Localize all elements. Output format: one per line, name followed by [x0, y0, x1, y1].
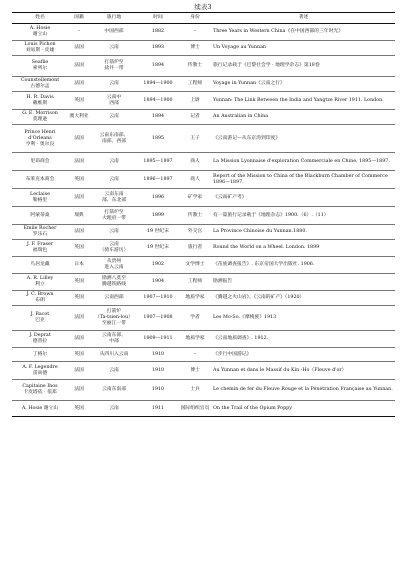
- cell-works: Un Voyage au Yunnan: [212, 41, 395, 56]
- table-row: [12, 240, 395, 257]
- cell-time: 19 世纪末: [138, 240, 178, 257]
- name-line: Louis Pichon: [24, 42, 56, 47]
- cell-time: 19 世纪末: [138, 225, 178, 240]
- cell-name: [12, 362, 68, 380]
- table-row: [12, 257, 395, 274]
- cell-nationality: 英国: [68, 171, 90, 189]
- table-row: [12, 225, 395, 240]
- cell-works: 《苗族调查报告》. 东京帝国大学出版社. 1906.: [212, 257, 395, 274]
- cell-identity: 传教士: [178, 207, 212, 225]
- area-line: 西部: [109, 100, 119, 106]
- cell-name: [12, 125, 68, 153]
- cell-works: Les Mo-So.《摩梭族》1913: [212, 306, 395, 331]
- table-row: [12, 41, 395, 56]
- cell-nationality: 法国: [68, 153, 90, 171]
- cell-name: [12, 306, 68, 331]
- cell-time: 1896—1897: [138, 171, 178, 189]
- cell-name: [12, 274, 68, 291]
- area-line: 云南: [109, 242, 119, 247]
- table-row: [12, 56, 395, 77]
- area-line: 打箭炉至: [104, 209, 124, 215]
- table-row: [12, 110, 395, 125]
- cell-works: 《步行中国游记》: [212, 348, 395, 362]
- table-caption: 续表3: [194, 3, 212, 11]
- column-header-time: 时间: [138, 13, 178, 24]
- name-line: 巴克: [35, 318, 45, 323]
- cell-name: [12, 331, 68, 348]
- area-line: （Ta-tsien-lou）: [95, 315, 133, 320]
- name-line: Capitaine Ihos: [22, 384, 58, 389]
- cell-identity: 地质学家: [178, 291, 212, 306]
- table-row: [12, 401, 395, 417]
- cell-works: Au Yunnan et dans le Massif du Kin -Ho（Fleuve d'or）: [212, 362, 395, 380]
- name-line: 阿蒙蒂桑: [30, 212, 50, 218]
- cell-works: Voyage in Yunnan《云南之行》: [212, 77, 395, 92]
- cell-identity: 博士: [178, 41, 212, 56]
- cell-time: 1894—1900: [138, 92, 178, 110]
- column-header-nationality: 国籍: [68, 13, 90, 24]
- name-line: 莫理逊: [32, 117, 48, 122]
- column-header-identity: 身份: [178, 13, 212, 24]
- cell-name: [12, 92, 68, 110]
- cell-name: [12, 110, 68, 125]
- cell-nationality: 法国: [68, 56, 90, 77]
- cell-time: 1894—1900: [138, 77, 178, 92]
- cell-name: [12, 240, 68, 257]
- cell-nationality: 英国: [68, 92, 90, 110]
- name-line: 勒格里: [32, 197, 48, 203]
- cell-time: 1894: [138, 56, 178, 77]
- cell-identity: 上尉: [178, 92, 212, 110]
- name-line: J. C. Brown: [26, 292, 54, 297]
- table-row: [12, 274, 395, 291]
- area-line: （骑车游历）: [99, 248, 129, 253]
- table-row: [12, 380, 395, 401]
- name-line: 刘易斯 · 皮雄: [25, 48, 55, 53]
- area-line: 中国西部: [104, 29, 124, 34]
- explorers-table: [12, 12, 395, 417]
- area-line: 中部: [109, 339, 119, 344]
- cell-nationality: 澳大利亚: [68, 110, 90, 125]
- area-line: 腾越铁路线: [102, 282, 126, 287]
- name-line: Leclaise: [30, 191, 50, 197]
- table-row: [12, 189, 395, 207]
- table-row: [12, 306, 395, 331]
- cell-time: 1896: [138, 189, 178, 207]
- cell-works: La Province Chinoise du Yunnan.1880.: [212, 225, 395, 240]
- area-line: 云南: [109, 176, 119, 182]
- table-row: [12, 24, 395, 41]
- table-row: [12, 92, 395, 110]
- name-line: 谢立山: [32, 32, 48, 37]
- name-line: G. E. Morrison: [22, 111, 58, 116]
- cell-identity: 商人: [178, 153, 212, 171]
- cell-identity: 地质学家: [178, 331, 212, 348]
- cell-area: [90, 257, 138, 274]
- name-line: 里昂商会: [30, 158, 50, 164]
- area-line: 部、东北部: [102, 197, 126, 203]
- cell-works: 《云南地质调查》. 1912.: [212, 331, 395, 348]
- cell-name: [12, 380, 68, 401]
- cell-works: 勘测报告: [212, 274, 395, 291]
- table-row: [12, 171, 395, 189]
- table-body: [12, 24, 395, 417]
- cell-area: [90, 401, 138, 417]
- cell-area: [90, 240, 138, 257]
- area-line: 云南: [109, 114, 119, 119]
- cell-area: [90, 77, 138, 92]
- cell-area: [90, 348, 138, 362]
- cell-nationality: 法国: [68, 77, 90, 92]
- table-row: [12, 291, 395, 306]
- area-line: 南部、西部: [102, 138, 126, 144]
- name-line: 亨利 · 奥尔良: [25, 141, 55, 147]
- cell-nationality: 瑞典: [68, 207, 90, 225]
- cell-works: 《云南矿产考》: [212, 189, 395, 207]
- cell-nationality: 法国: [68, 41, 90, 56]
- area-line: 盐井一带: [104, 66, 124, 71]
- cell-area: [90, 153, 138, 171]
- cell-nationality: 法国: [68, 380, 90, 401]
- cell-area: [90, 125, 138, 153]
- cell-name: [12, 257, 68, 274]
- cell-area: [90, 41, 138, 56]
- cell-area: [90, 56, 138, 77]
- name-line: 雷尚德: [32, 370, 48, 376]
- cell-name: [12, 77, 68, 92]
- cell-nationality: 法国: [68, 225, 90, 240]
- cell-works: La Mission Lyonnaise d'exploration Commerciale en Chine, 1895—1897.: [212, 153, 395, 171]
- cell-identity: –: [178, 24, 212, 41]
- cell-area: [90, 291, 138, 306]
- area-line: 云南: [109, 158, 119, 164]
- name-line: H. R. Davis: [26, 94, 54, 100]
- cell-identity: 矿学家: [178, 189, 212, 207]
- cell-area: [90, 274, 138, 291]
- cell-identity: 士兵: [178, 380, 212, 401]
- cell-nationality: 法国: [68, 189, 90, 207]
- cell-time: 1910: [138, 380, 178, 401]
- cell-name: [12, 24, 68, 41]
- cell-identity: 记者: [178, 110, 212, 125]
- cell-name: [12, 171, 68, 189]
- cell-identity: 工程师: [178, 77, 212, 92]
- cell-nationality: 英国: [68, 291, 90, 306]
- table-row: [12, 362, 395, 380]
- cell-area: [90, 362, 138, 380]
- cell-works: Report of the Mission to China of the Blackburn Chamber of Commerce 1896—1897.: [212, 171, 395, 189]
- cell-nationality: –: [68, 24, 90, 41]
- cell-nationality: 英国: [68, 401, 90, 417]
- column-header-works: 著述: [212, 13, 395, 24]
- area-line: 至丽江一带: [102, 321, 126, 326]
- cell-works: An Australian in China: [212, 110, 395, 125]
- area-line: 云南东南: [104, 191, 124, 197]
- cell-time: 1910: [138, 348, 178, 362]
- name-line: Seaflie: [31, 60, 49, 65]
- cell-area: [90, 24, 138, 41]
- cell-area: [90, 92, 138, 110]
- cell-nationality: 英国: [68, 240, 90, 257]
- cell-area: [90, 331, 138, 348]
- area-line: 从四川入云南: [99, 351, 129, 357]
- cell-time: 1894: [138, 110, 178, 125]
- cell-identity: 学者: [178, 306, 212, 331]
- cell-name: [12, 225, 68, 240]
- cell-time: 1902: [138, 257, 178, 274]
- area-line: 云南: [109, 45, 119, 50]
- cell-time: 1882: [138, 24, 178, 41]
- area-line: 云南: [109, 367, 119, 373]
- name-line: A. Hosie: [29, 26, 51, 31]
- cell-time: 1907—1908: [138, 306, 178, 331]
- cell-time: 1911: [138, 401, 178, 417]
- name-line: 布朗: [35, 298, 45, 303]
- cell-nationality: 英国: [68, 348, 90, 362]
- cell-works: 有一篇旅行记录载于《地理杂志》1900.（6）.（11）: [212, 207, 395, 225]
- name-line: Prince Henri: [24, 129, 56, 135]
- cell-works: 旅行记录载于《巴黎社会学 · 地理学杂志》第18卷: [212, 56, 395, 77]
- cell-time: 1895: [138, 125, 178, 153]
- column-header-area: 旅行地: [90, 13, 138, 24]
- area-line: 打箭炉至: [104, 60, 124, 65]
- cell-area: [90, 171, 138, 189]
- cell-identity: 文学博士: [178, 257, 212, 274]
- area-line: 勘测八莫至: [102, 276, 126, 281]
- name-line: Emile Rocher: [23, 226, 57, 231]
- cell-nationality: 日本: [68, 257, 90, 274]
- cell-time: 1899: [138, 207, 178, 225]
- cell-area: [90, 110, 138, 125]
- cell-name: [12, 153, 68, 171]
- cell-identity: 国际组织官员: [178, 401, 212, 417]
- name-line: 古德尔孟: [30, 84, 50, 89]
- cell-name: [12, 41, 68, 56]
- cell-time: 1907—1910: [138, 291, 178, 306]
- name-line: 布莱克本商会: [25, 176, 55, 182]
- cell-time: 1910: [138, 362, 178, 380]
- cell-works: Yunnan: The Link Between the India and Yangtze River 1911. London.: [212, 92, 395, 110]
- name-line: A. R. Lilley: [26, 276, 54, 281]
- name-line: 鸟居龙藏: [30, 262, 50, 267]
- cell-time: 1895—1897: [138, 153, 178, 171]
- cell-identity: 博士: [178, 362, 212, 380]
- table-row: [12, 153, 395, 171]
- name-line: 索列尔: [32, 66, 48, 71]
- name-line: 德普拉: [32, 339, 48, 344]
- cell-area: [90, 207, 138, 225]
- area-line: 从贵州: [106, 259, 122, 264]
- cell-nationality: 法国: [68, 306, 90, 331]
- cell-name: [12, 56, 68, 77]
- cell-time: 1893: [138, 41, 178, 56]
- area-line: 云南东南部、: [99, 132, 129, 138]
- cell-name: [12, 189, 68, 207]
- table-row: [12, 125, 395, 153]
- cell-name: [12, 348, 68, 362]
- cell-works: 《腾越之火山岩》、《云南的矿产》（1920）: [212, 291, 395, 306]
- cell-identity: 外交官: [178, 225, 212, 240]
- area-line: 云南: [109, 229, 119, 234]
- area-line: 云南西部: [104, 295, 124, 300]
- cell-works: On the Trail of the Opium Poppy: [212, 401, 395, 417]
- cell-area: [90, 225, 138, 240]
- table-row: [12, 348, 395, 362]
- name-line: A. F. Legendre: [22, 364, 58, 370]
- cell-area: [90, 189, 138, 207]
- name-line: d'Orleans: [28, 135, 52, 141]
- cell-time: 1909—1911: [138, 331, 178, 348]
- area-line: 云南东南部: [102, 387, 126, 392]
- cell-works: Round the World on a Wheel. London. 1899: [212, 240, 395, 257]
- cell-identity: 传教士: [178, 56, 212, 77]
- name-line: 利立: [35, 282, 45, 287]
- column-header-name: 姓名: [12, 13, 68, 24]
- area-line: 大理府一带: [102, 215, 126, 221]
- cell-area: [90, 380, 138, 401]
- cell-nationality: 法国: [68, 331, 90, 348]
- name-line: 戴维斯: [32, 100, 48, 106]
- name-line: A. Hosie 谢立山: [21, 405, 59, 411]
- name-line: 罗乐石: [32, 232, 48, 237]
- area-line: 云南中: [106, 94, 122, 100]
- area-line: 云南: [109, 81, 119, 86]
- cell-nationality: 法国: [68, 125, 90, 153]
- cell-identity: 旅行者: [178, 240, 212, 257]
- name-line: J. Deprat: [29, 333, 51, 338]
- cell-time: 1904: [138, 274, 178, 291]
- name-line: J. F. Fraser: [26, 242, 54, 247]
- cell-identity: –: [178, 348, 212, 362]
- name-line: 福瑞色: [32, 248, 48, 253]
- cell-nationality: 法国: [68, 362, 90, 380]
- name-line: 丁格尔: [32, 351, 48, 357]
- table-row: [12, 331, 395, 348]
- area-line: 打箭炉: [106, 309, 122, 314]
- cell-name: [12, 291, 68, 306]
- area-line: 云南东部、: [102, 333, 126, 338]
- area-line: 进入云南: [104, 265, 124, 270]
- name-line: 卡皮塔依 · 依郑: [23, 390, 57, 395]
- cell-name: [12, 207, 68, 225]
- table-header-row: [12, 13, 395, 24]
- cell-works: Le chemin de fer du Fleuve Rouge et la Pénétration Française au Yunnan.: [212, 380, 395, 401]
- cell-works: 《云南游记—从东京湾到印度》: [212, 125, 395, 153]
- cell-identity: 王子: [178, 125, 212, 153]
- name-line: J. Bacot: [30, 312, 50, 317]
- name-line: Counstellemont: [20, 78, 60, 83]
- cell-area: [90, 306, 138, 331]
- cell-works: Three Years in Western China《在中国西部的三年时光》: [212, 24, 395, 41]
- cell-identity: 工程师: [178, 274, 212, 291]
- table-row: [12, 77, 395, 92]
- cell-nationality: 英国: [68, 274, 90, 291]
- area-line: 云南: [109, 405, 119, 411]
- cell-identity: 商人: [178, 171, 212, 189]
- cell-name: [12, 401, 68, 417]
- table-row: [12, 207, 395, 225]
